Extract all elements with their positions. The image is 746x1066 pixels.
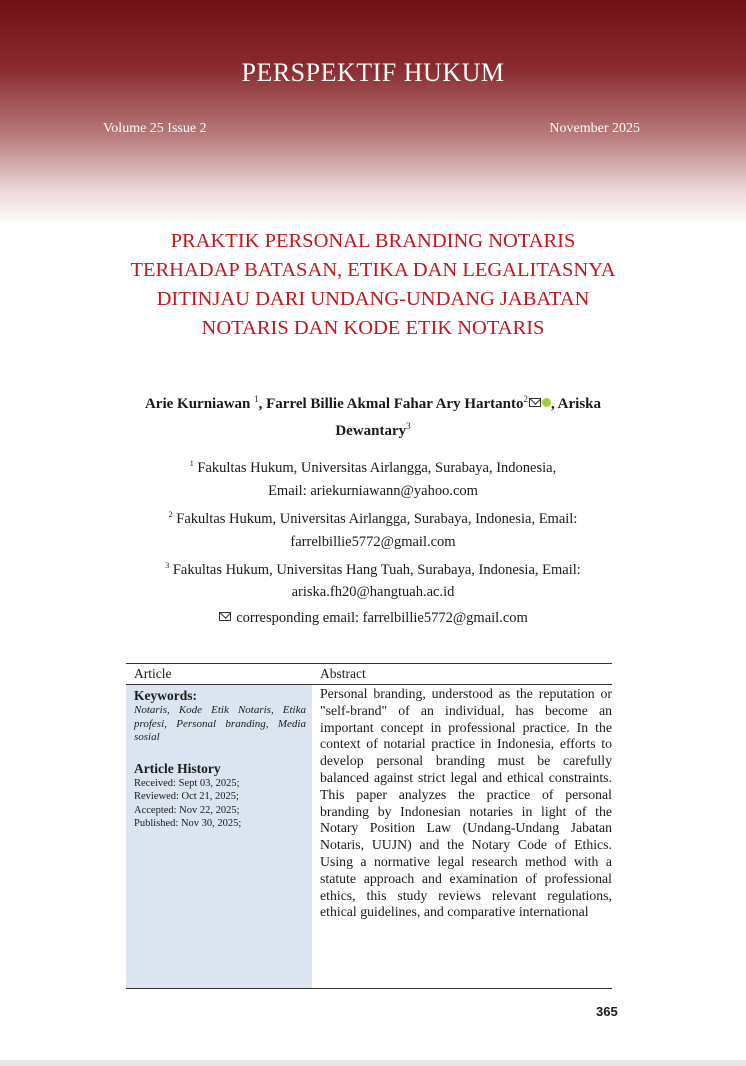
affiliation-1: $^1$ Fakultas Hukum, Universitas Airlangga, Surabaya, Indonesia,: [189, 459, 557, 476]
table-header: [126, 663, 612, 685]
corresponding-email-text[interactable]: corresponding email: farrelbillie5772@gmail.com: [236, 610, 528, 626]
abstract-text: Personal branding, understood as the reputation or "self-brand" of an individual, has become an important concept in professional practice. In the context of notarial practice in Indonesia, efforts to develop personal branding must be carefully balanced against strict legal and ethical constraints. This paper analyzes the practice of personal branding by Indonesian notaries in light of the Notary Position Law (Undang-Undang Jabatan Notaris, UUJN) and the Notary Code of Ethics. Using a normative legal research method with a statute approach and examination of professional ethics, this study reviews relevant regulations, ethical guidelines, and comparative international: [320, 686, 612, 920]
affiliation-2: $^2$ Fakultas Hukum, Universitas Airlangga, Surabaya, Indonesia, Email:: [168, 509, 578, 527]
issue-date: November 2025: [549, 121, 640, 136]
orcid-icon[interactable]: [542, 398, 551, 407]
keywords-text: Notaris, Kode Etik Notaris, Etika profesi, Personal branding, Media sosial: [134, 704, 306, 743]
mail-icon[interactable]: [529, 398, 541, 407]
history-accepted: Accepted: Nov 22, 2025;: [134, 804, 240, 816]
author-name: Arie Kurniawan: [144, 396, 251, 412]
article-info-column: [126, 685, 312, 988]
author-sup: 2: [523, 394, 528, 404]
table-body: [126, 685, 612, 989]
history-reviewed: Reviewed: Oct 21, 2025;: [134, 791, 239, 802]
author-name: Ariska Dewantary: [335, 396, 602, 439]
keywords-label: Keywords:: [134, 688, 197, 703]
article-header: Article: [134, 666, 172, 681]
author-sup: 3: [406, 421, 411, 431]
mail-icon: [219, 612, 231, 621]
author-list: Arie Kurniawan $^1$, Farrel Billie Akmal Fahar Ary Hartanto$^2$ , Ariska Dewantary$^3$: [144, 394, 602, 439]
journal-title: PERSPEKTIF HUKUM: [241, 58, 505, 87]
journal-header-band: [0, 0, 746, 225]
volume-issue: Volume 25 Issue 2: [103, 121, 207, 136]
affiliation-1-email: Email: ariekurniawann@yahoo.com: [268, 482, 478, 499]
page-bottom-edge: [0, 1060, 746, 1066]
paper-title: PRAKTIK PERSONAL BRANDING NOTARIS TERHADAP BATASAN, ETIKA DAN LEGALITASNYA DITINJAU DARI UNDANG-UNDANG JABATAN NOTARIS DAN KODE ETIK NOTARIS: [130, 230, 616, 339]
affiliation-2-email: farrelbillie5772@gmail.com: [290, 533, 456, 550]
history-published: Published: Nov 30, 2025;: [134, 818, 242, 829]
article-info-table: [126, 663, 612, 989]
page-number: 365: [596, 1004, 618, 1019]
abstract-header: Abstract: [320, 666, 366, 681]
author-sup: 1: [254, 394, 259, 404]
history-label: Article History: [134, 760, 221, 776]
affiliation-3-email: ariska.fh20@hangtuah.ac.id: [291, 584, 455, 601]
affiliations: [120, 452, 626, 604]
corresponding-email: [120, 610, 626, 627]
author-name: Farrel Billie Akmal Fahar Ary Hartanto: [266, 396, 524, 412]
affiliation-3: $^3$ Fakultas Hukum, Universitas Hang Tuah, Surabaya, Indonesia, Email:: [165, 560, 581, 578]
history-received: Received: Sept 03, 2025;: [134, 777, 240, 789]
